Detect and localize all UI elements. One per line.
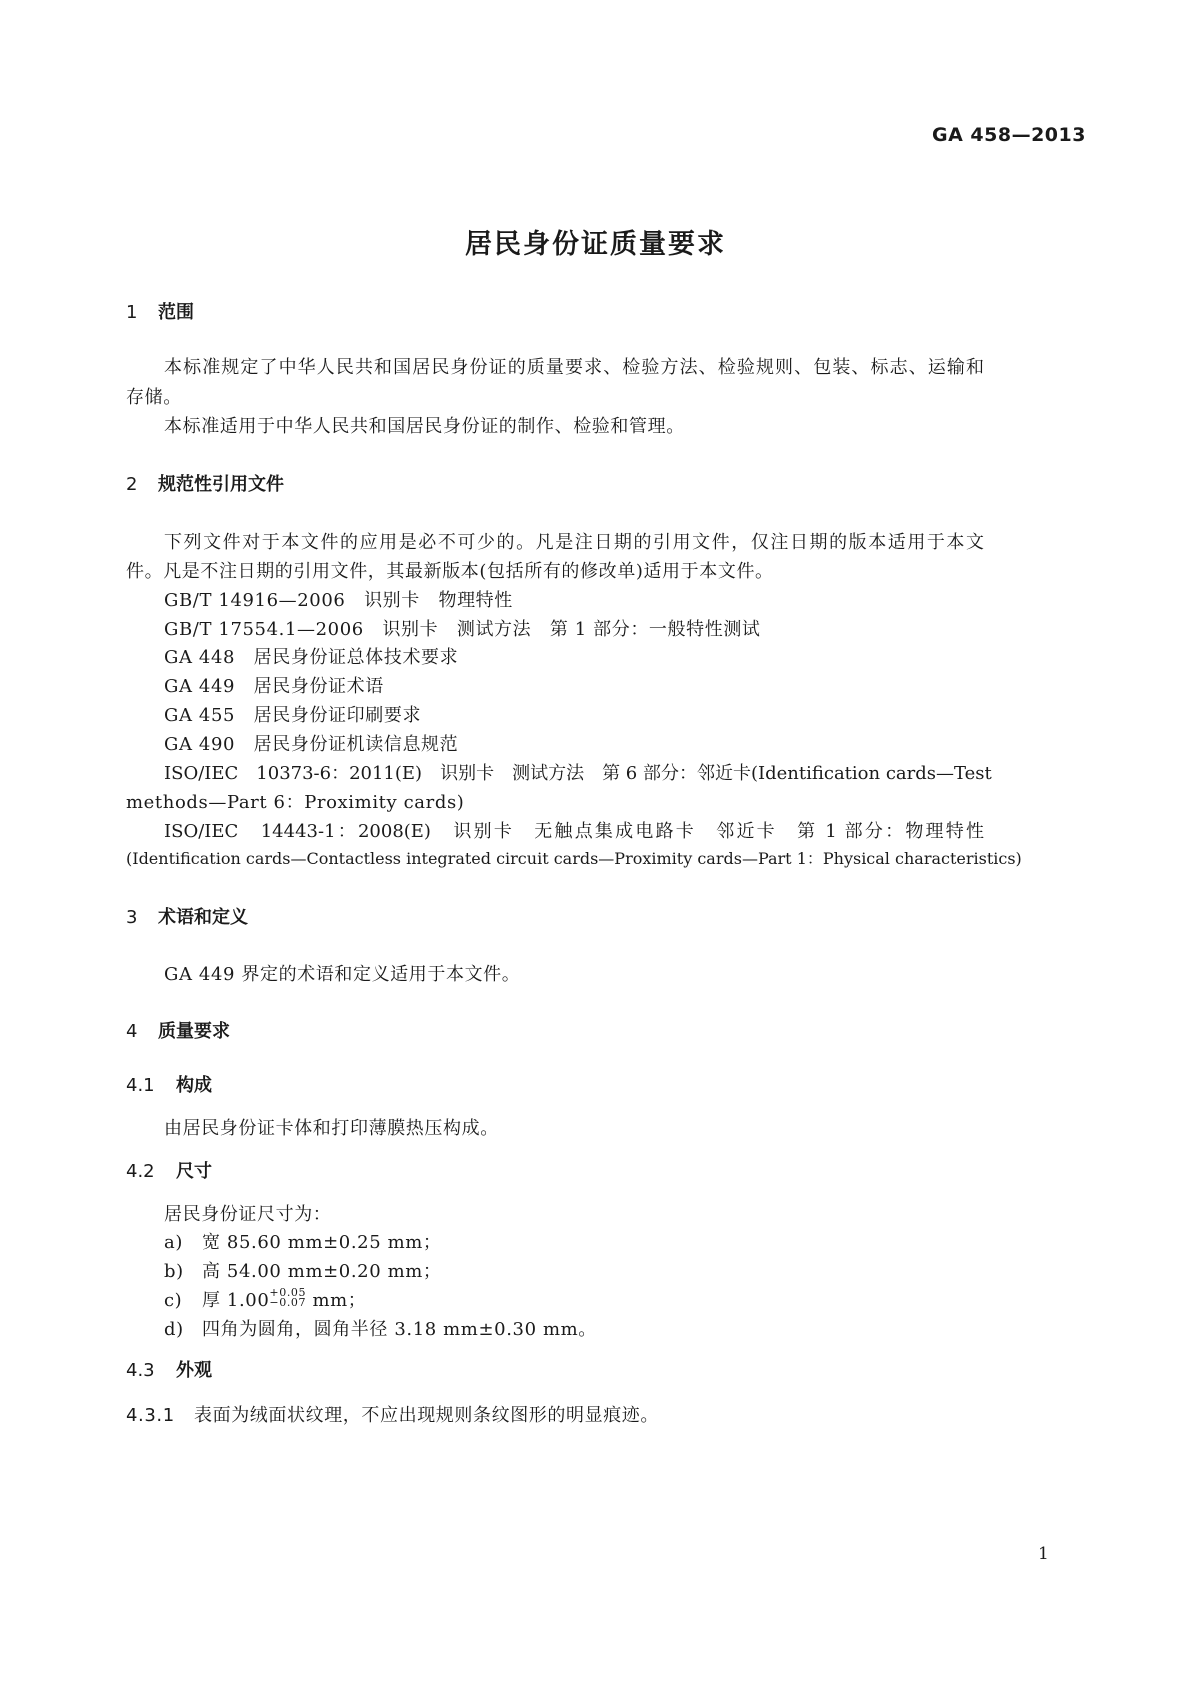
reference-item-continued: methods—Part 6：Proximity cards) (126, 792, 465, 813)
section-number: 2 (126, 474, 138, 495)
page-number: 1 (1038, 1544, 1049, 1564)
list-item-text: 四角为圆角，圆角半径 3.18 mm±0.30 mm。 (202, 1319, 597, 1340)
list-item (164, 1228, 442, 1254)
document-title: 居民身份证质量要求 (465, 229, 726, 260)
list-item-unit: mm； (306, 1290, 367, 1311)
reference-item: ISO/IEC 10373-6：2011(E) 识别卡 测试方法 第 6 部分：邻近卡(Identification cards—Test (164, 763, 992, 784)
list-item-text: 宽 85.60 mm±0.25 mm； (202, 1232, 442, 1253)
paragraph: 下列文件对于本文件的应用是必不可少的。凡是注日期的引用文件，仅注日期的版本适用于本文 (164, 532, 984, 553)
list-item-text: 高 54.00 mm±0.20 mm； (202, 1261, 442, 1282)
subsection-4-2-heading (126, 1157, 212, 1183)
reference-item: GA 449 居民身份证术语 (164, 676, 384, 697)
list-item (164, 1315, 597, 1341)
section-title: 术语和定义 (158, 907, 248, 928)
list-item (164, 1257, 442, 1283)
section-1-heading (126, 298, 194, 324)
section-title: 范围 (158, 302, 194, 323)
clause-number: 4.3.1 (126, 1405, 175, 1426)
section-3-heading (126, 903, 248, 929)
reference-item: GA 448 居民身份证总体技术要求 (164, 647, 459, 668)
paragraph: GA 449 界定的术语和定义适用于本文件。 (164, 964, 521, 985)
section-number: 4.3 (126, 1360, 155, 1381)
paragraph: 本标准规定了中华人民共和国居民身份证的质量要求、检验方法、检验规则、包装、标志、运输和 (164, 357, 984, 378)
tolerance (269, 1288, 306, 1308)
paragraph-continued: 存储。 (126, 387, 182, 408)
tolerance-plus: +0.05 (269, 1286, 307, 1299)
list-item-text: 厚 1.00 (202, 1290, 270, 1311)
section-number: 3 (126, 907, 138, 928)
standard-number: GA 458—2013 (932, 124, 1086, 146)
paragraph: 本标准适用于中华人民共和国居民身份证的制作、检验和管理。 (164, 416, 685, 437)
section-number: 4.1 (126, 1075, 155, 1096)
subsection-4-3-heading (126, 1356, 212, 1382)
list-item-label: b) (164, 1261, 184, 1282)
reference-item: GB/T 14916—2006 识别卡 物理特性 (164, 590, 513, 611)
paragraph: 居民身份证尺寸为： (164, 1204, 332, 1225)
section-2-heading (126, 470, 284, 496)
list-item-label: d) (164, 1319, 184, 1340)
reference-item: GB/T 17554.1—2006 识别卡 测试方法 第 1 部分：一般特性测试 (164, 619, 761, 640)
reference-item: ISO/IEC 14443-1：2008(E) 识别卡 无触点集成电路卡 邻近卡 第 1 部分：物理特性 (164, 821, 984, 842)
section-title: 尺寸 (176, 1161, 212, 1182)
subsection-4-1-heading (126, 1071, 212, 1097)
list-item-label: c) (164, 1290, 183, 1311)
section-number: 4.2 (126, 1161, 155, 1182)
section-title: 质量要求 (158, 1021, 230, 1042)
section-number: 1 (126, 302, 138, 323)
paragraph: 由居民身份证卡体和打印薄膜热压构成。 (164, 1118, 499, 1139)
tolerance-minus: −0.07 (269, 1296, 307, 1309)
clause-text: 表面为绒面状纹理，不应出现规则条纹图形的明显痕迹。 (194, 1405, 659, 1426)
reference-item-continued: (Identification cards—Contactless integrated circuit cards—Proximity cards—Part 1：Physical characteristics) (126, 849, 1022, 868)
clause-4-3-1 (126, 1401, 659, 1427)
list-item (164, 1286, 366, 1312)
section-title: 构成 (176, 1075, 212, 1096)
section-4-heading (126, 1017, 230, 1043)
section-title: 外观 (176, 1360, 212, 1381)
section-title: 规范性引用文件 (158, 474, 284, 495)
paragraph-continued: 件。凡是不注日期的引用文件，其最新版本(包括所有的修改单)适用于本文件。 (126, 561, 774, 582)
reference-item: GA 490 居民身份证机读信息规范 (164, 734, 459, 755)
reference-item: GA 455 居民身份证印刷要求 (164, 705, 422, 726)
section-number: 4 (126, 1021, 138, 1042)
list-item-label: a) (164, 1232, 183, 1253)
